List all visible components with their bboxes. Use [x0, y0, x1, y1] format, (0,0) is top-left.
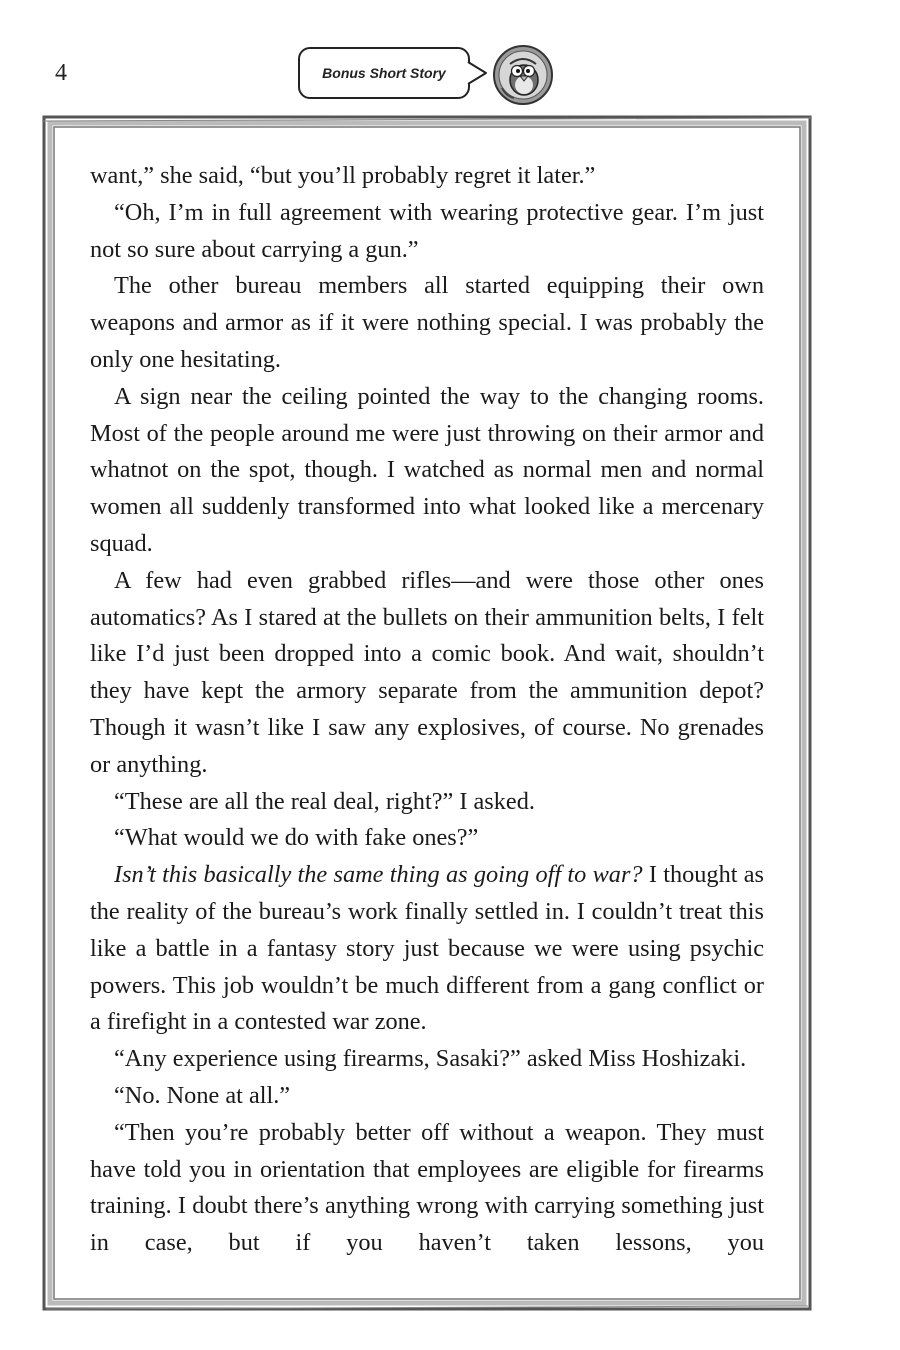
- paragraph: “What would we do with fake ones?”: [114, 824, 479, 852]
- paragraph: “Any experience using firearms, Sasaki?” asked Miss Hoshizaki.: [114, 1045, 747, 1073]
- story-badge: [298, 47, 470, 99]
- paragraph: want,” she said, “but you’ll probably regret it later.”: [90, 162, 596, 189]
- page-number: 4: [55, 60, 67, 86]
- story-text: [90, 158, 764, 1262]
- paragraph-text: I thought as the reality of the bureau’s work finally settled in. I couldn’t treat this like a battle in a fantasy story just because we were using psychic powers. This job wouldn’t be much different from a gang conflict or a firefight in a contested war zone.: [90, 861, 764, 1036]
- paragraph: A sign near the ceiling pointed the way to the changing rooms. Most of the people around me were just throwing on their armor and whatnot on the spot, though. I watched as normal men and normal women all suddenly transformed into what looked like a mercenary squad.: [90, 382, 764, 557]
- paragraph: [90, 857, 764, 1041]
- paragraph: The other bureau members all started equipping their own weapons and armor as if it were nothing special. I was probably the only one hesitating.: [90, 272, 764, 373]
- paragraph: A few had even grabbed rifles—and were those other ones automatics? As I stared at the bullets on their ammunition belts, I felt like I’d just been dropped into a comic book. And wait, shouldn’t they have kept the armory separate from the ammunition depot? Though it wasn’t like I saw any explosives, of course. No grenades or anything.: [90, 566, 764, 778]
- paragraph-italic-thought: Isn’t this basically the same thing as going off to war?: [114, 861, 643, 889]
- paragraph: “These are all the real deal, right?” I asked.: [114, 787, 535, 815]
- paragraph: “No. None at all.”: [114, 1081, 291, 1109]
- story-badge-label: Bonus Short Story: [322, 65, 446, 81]
- bird-mascot-icon: [492, 44, 554, 106]
- paragraph: “Then you’re probably better off without a weapon. They must have told you in orientation that employees are eligible for firearms training. I doubt there’s anything wrong with carrying something just in case, but if you haven’t taken lessons, you: [90, 1118, 764, 1257]
- speech-pointer-icon: [466, 58, 494, 88]
- paragraph: “Oh, I’m in full agreement with wearing protective gear. I’m just not so sure about carrying a gun.”: [90, 198, 764, 263]
